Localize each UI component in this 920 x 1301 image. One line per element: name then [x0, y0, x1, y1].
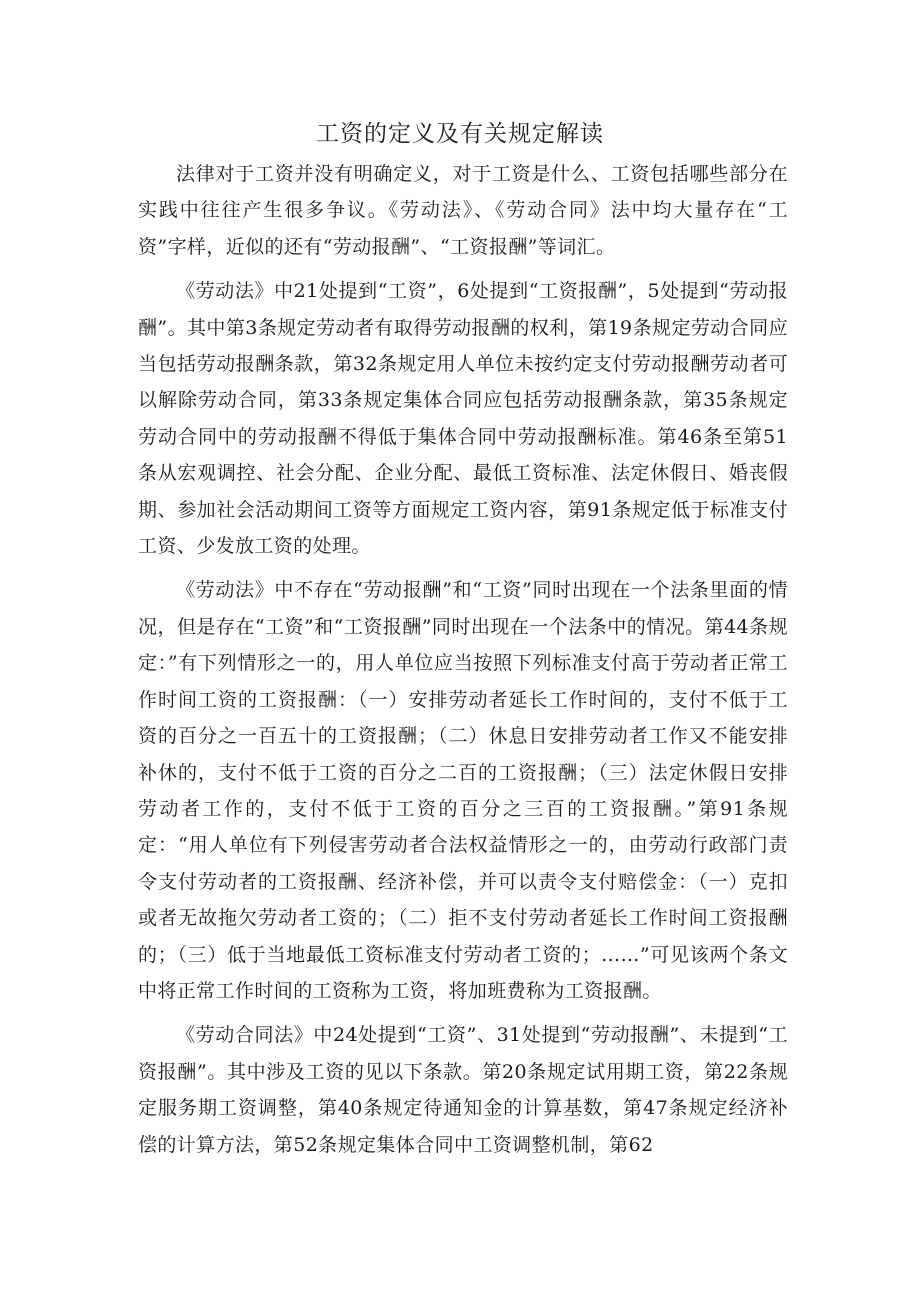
paragraph: 《劳动法》中21处提到“工资”，6处提到“工资报酬”，5处提到“劳动报酬”。其中第3条规定劳动者有取得劳动报酬的权利，第19条规定劳动合同应当包括劳动报酬条款，第32条规定用人单位未按约定支付劳动报酬劳动者可以解除劳动合同，第33条规定集体合同应包括劳动报酬条款，第35条规定劳动合同中的劳动报酬不得低于集体合同中劳动报酬标准。第46条至第51条从宏观调控、社会分配、企业分配、最低工资标准、法定休假日、婚丧假期、参加社会活动期间工资等方面规定工资内容，第91条规定低于标准支付工资、少发放工资的处理。	[138, 280, 788, 558]
paragraph: 法律对于工资并没有明确定义，对于工资是什么、工资包括哪些部分在实践中往往产生很多争议。《劳动法》、《劳动合同》法中均大量存在“工资”字样，近似的还有“劳动报酬”、“工资报酬”等词汇。	[138, 163, 788, 258]
document-title: 工资的定义及有关规定解读	[316, 121, 604, 147]
paragraph: 《劳动法》中不存在“劳动报酬”和“工资”同时出现在一个法条里面的情况，但是存在“工资”和“工资报酬”同时出现在一个法条中的情况。第44条规定：”有下列情形之一的，用人单位应当按照下列标准支付高于劳动者正常工作时间工资的工资报酬：（一）安排劳动者延长工作时间的，支付不低于工资的百分之一百五十的工资报酬；（二）休息日安排劳动者工作又不能安排补休的，支付不低于工资的百分之二百的工资报酬；（三）法定休假日安排劳动者工作的，支付不低于工资的百分之三百的工资报酬。”第91条规定：“用人单位有下列侵害劳动者合法权益情形之一的，由劳动行政部门责令支付劳动者的工资报酬、经济补偿，并可以责令支付赔偿金：（一）克扣或者无故拖欠劳动者工资的；（二）拒不支付劳动者延长工作时间工资报酬的；（三）低于当地最低工资标准支付劳动者工资的；……”可见该两个条文中将正常工作时间的工资称为工资，将加班费称为工资报酬。	[138, 579, 788, 1002]
paragraph: 《劳动合同法》中24处提到“工资”、31处提到“劳动报酬”、未提到“工资报酬”。其中涉及工资的见以下条款。第20条规定试用期工资，第22条规定服务期工资调整，第40条规定待通知金的计算基数，第47条规定经济补偿的计算方法，第52条规定集体合同中工资调整机制，第62	[138, 1024, 788, 1156]
document-body	[138, 156, 788, 1171]
